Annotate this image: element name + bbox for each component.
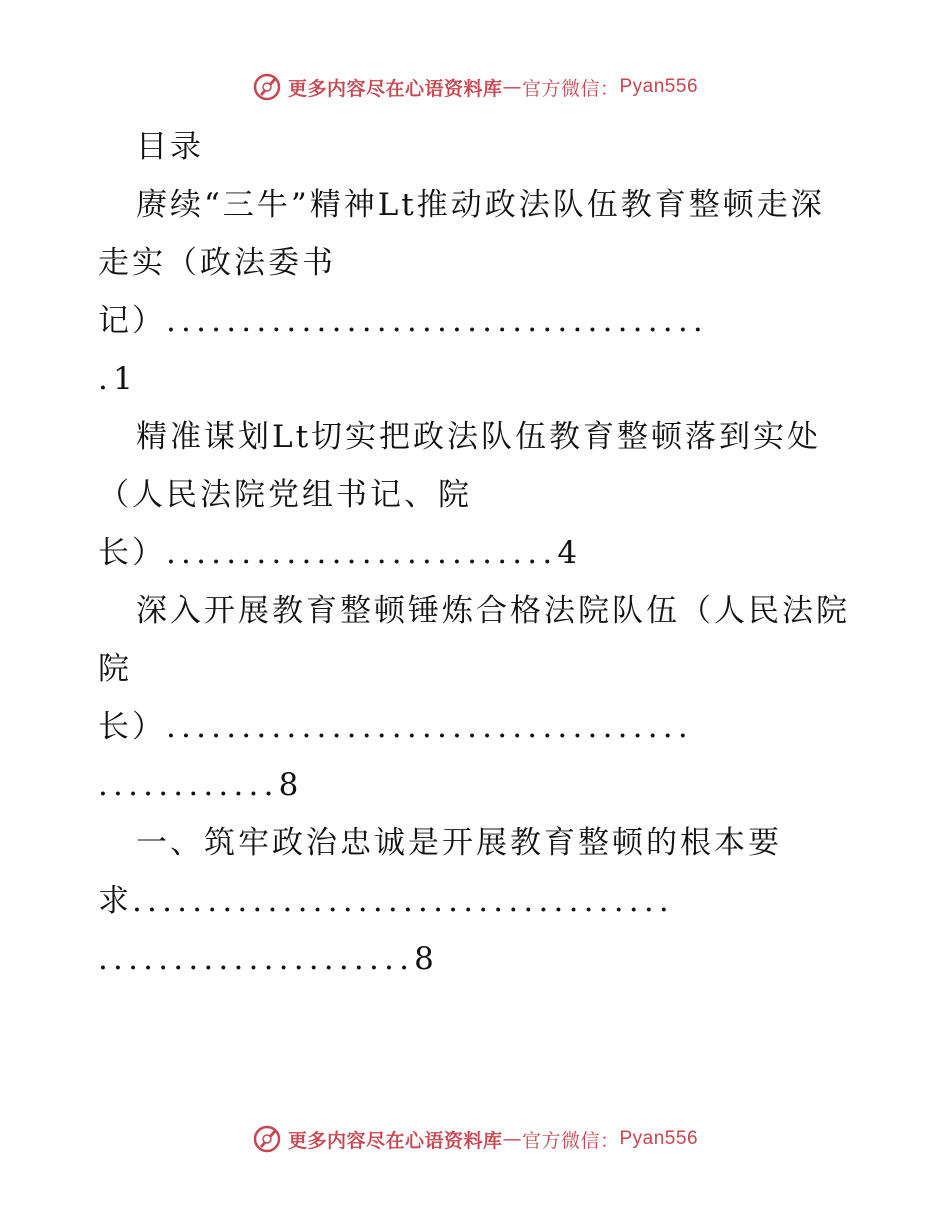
header-watermark xyxy=(0,72,950,102)
table-of-contents xyxy=(98,118,858,988)
quill-circle-icon xyxy=(252,1124,282,1154)
toc-dot-leader: .......................... xyxy=(166,535,558,571)
watermark-wechat-id: Pyan556 xyxy=(619,1128,699,1149)
toc-entry-leader-line xyxy=(98,524,858,582)
toc-entry-leader-line xyxy=(98,698,858,756)
toc-entry[interactable] xyxy=(98,176,858,408)
toc-page-number: 8 xyxy=(414,941,437,977)
toc-entry[interactable] xyxy=(98,582,858,814)
toc-entry-title-end: 求 xyxy=(98,883,132,919)
toc-entry-leader-line xyxy=(98,872,858,930)
watermark-main-text: 更多内容尽在心语资料库 xyxy=(287,1129,503,1152)
toc-entry-title-end: 记） xyxy=(98,303,166,339)
quill-circle-icon xyxy=(252,72,282,102)
toc-dot-leader: ..................... xyxy=(98,941,415,977)
toc-dot-leader: .................................... xyxy=(166,303,708,339)
toc-entry-title-cont: 走实（政法委书 xyxy=(98,245,336,281)
toc-page-number: 4 xyxy=(557,535,581,571)
toc-entry-page-line xyxy=(98,930,858,988)
toc-entry-page-line xyxy=(98,350,858,408)
toc-page-number: 1 xyxy=(113,361,136,397)
toc-entry-title-end: 长） xyxy=(98,535,166,571)
toc-entry-title: 一、筑牢政治忠诚是开展教育整顿的根本要 xyxy=(136,825,782,861)
footer-watermark xyxy=(0,1124,950,1154)
toc-entry-title-cont: （人民法院党组书记、院 xyxy=(98,477,472,513)
toc-entry-title: 深入开展教育整顿锤炼合格法院队伍（人民法院 xyxy=(136,593,850,629)
watermark-separator: — xyxy=(502,1128,522,1150)
toc-entry-leader-line xyxy=(98,292,858,350)
toc-entry-title-end: 长） xyxy=(98,709,166,745)
toc-entry[interactable] xyxy=(98,814,858,988)
toc-dot-leader: . xyxy=(98,361,114,397)
toc-heading: 目录 xyxy=(136,129,204,165)
watermark-separator: — xyxy=(502,76,522,98)
watermark-wechat-label: 官方微信： xyxy=(521,77,620,100)
watermark-wechat-label: 官方微信： xyxy=(521,1129,620,1152)
toc-page-number: 8 xyxy=(278,767,302,803)
toc-dot-leader: .................................... xyxy=(132,883,674,919)
watermark-wechat-id: Pyan556 xyxy=(619,76,699,97)
toc-dot-leader: ............ xyxy=(98,767,279,803)
watermark-main-text: 更多内容尽在心语资料库 xyxy=(287,77,503,100)
toc-dot-leader: ................................... xyxy=(166,709,693,745)
toc-entry[interactable] xyxy=(98,408,858,582)
toc-entry-title-cont: 院 xyxy=(98,651,132,687)
toc-entry-page-line xyxy=(98,756,858,814)
toc-entry-title: 精准谋划Lt切实把政法队伍教育整顿落到实处 xyxy=(136,419,822,455)
toc-entry-title: 赓续“三牛”精神Lt推动政法队伍教育整顿走深 xyxy=(136,187,825,223)
